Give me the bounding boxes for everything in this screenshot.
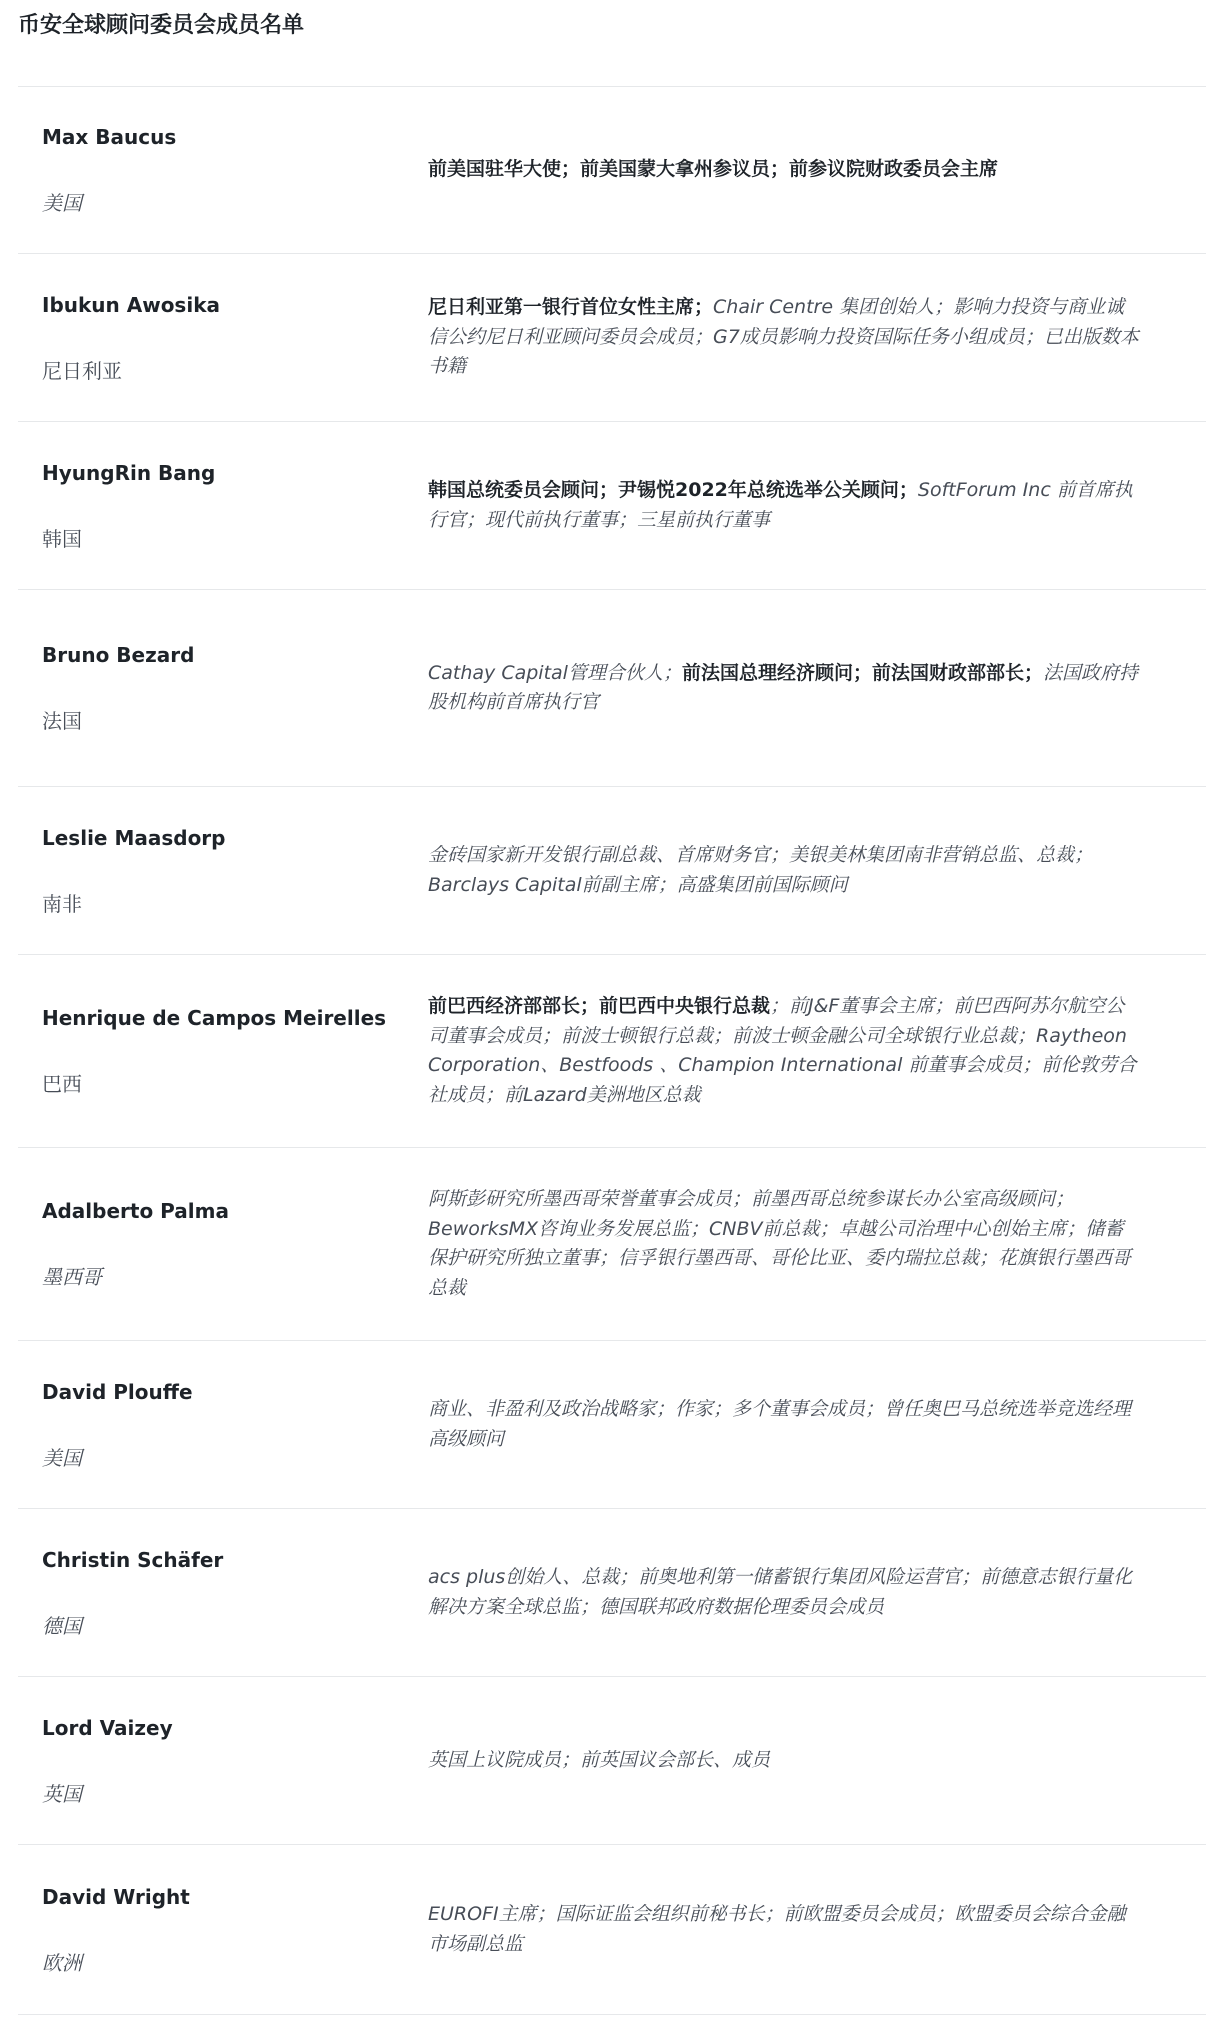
- member-description: [428, 1563, 1140, 1622]
- member-row: [18, 1677, 1206, 1845]
- member-country: 巴西: [42, 1072, 82, 1096]
- member-description: [428, 992, 1140, 1110]
- member-row: [18, 955, 1206, 1148]
- member-row: [18, 422, 1206, 590]
- members-table: [18, 86, 1206, 2015]
- member-identity: [42, 955, 402, 1147]
- description-segment: EUROFI主席；国际证监会组织前秘书长；前欧盟委员会成员；欧盟委员会综合金融市场副总监: [428, 1903, 1126, 1955]
- member-description-cell: [428, 422, 1140, 589]
- member-country: 美国: [42, 191, 82, 215]
- description-segment: SoftForum Inc 前首席执行官；现代前执行董事；三星前执行董事: [428, 479, 1133, 531]
- member-country: 美国: [42, 1445, 82, 1470]
- description-segment: ；前J&F董事会主席；前巴西阿苏尔航空公司董事会成员；前波士顿银行总裁；前波士顿金融公司全球银行业总裁；Raytheon Corporation、Bestfoods 、Champion International 前董事会成员；前伦敦劳合社成员；前Lazard美洲地区总裁: [428, 995, 1137, 1106]
- member-row: [18, 1509, 1206, 1677]
- member-country: 韩国: [42, 526, 82, 551]
- member-description-cell: [428, 87, 1140, 253]
- member-description: [428, 155, 998, 185]
- member-name: Henrique de Campos Meirelles: [42, 1006, 387, 1030]
- description-segment: Cathay Capital管理合伙人；: [428, 661, 682, 684]
- description-segment: 金砖国家新开发银行副总裁、首席财务官；美银美林集团南非营销总监、总裁；Barclays Capital前副主席；高盛集团前国际顾问: [428, 844, 1094, 896]
- member-description: [428, 1746, 770, 1776]
- member-description: [428, 476, 1140, 535]
- member-identity: [42, 1341, 402, 1508]
- member-name: Christin Schäfer: [42, 1547, 224, 1572]
- member-row: [18, 254, 1206, 422]
- description-segment: 尼日利亚第一银行首位女性主席；: [428, 296, 714, 319]
- member-description: [428, 841, 1140, 900]
- member-description: [428, 659, 1140, 718]
- member-name: Leslie Maasdorp: [42, 825, 226, 850]
- member-country: 法国: [42, 709, 82, 733]
- member-identity: [42, 1509, 402, 1676]
- member-identity: [42, 254, 402, 421]
- member-description-cell: [428, 1148, 1140, 1340]
- member-identity: [42, 422, 402, 589]
- member-description-cell: [428, 1341, 1140, 1508]
- member-country: 尼日利亚: [42, 358, 122, 383]
- member-description: [428, 1185, 1140, 1303]
- member-row: [18, 1845, 1206, 2015]
- member-name: Lord Vaizey: [42, 1715, 173, 1740]
- member-country: 墨西哥: [42, 1265, 102, 1289]
- member-description-cell: [428, 787, 1140, 954]
- member-identity: [42, 1677, 402, 1844]
- member-identity: [42, 87, 402, 253]
- description-segment: 英国上议院成员；前英国议会部长、成员: [428, 1748, 771, 1771]
- member-country: 英国: [42, 1781, 82, 1806]
- description-segment: 阿斯彭研究所墨西哥荣誉董事会成员；前墨西哥总统参谋长办公室高级顾问；BeworksMX咨询业务发展总监；CNBV前总裁；卓越公司治理中心创始主席；储蓄保护研究所独立董事；信孚银行墨西哥、哥伦比亚、委内瑞拉总裁；花旗银行墨西哥总裁: [428, 1188, 1132, 1299]
- member-row: [18, 1341, 1206, 1509]
- description-segment: acs plus创始人、总裁；前奥地利第一储蓄银行集团风险运营官；前德意志银行量化解决方案全球总监；德国联邦政府数据伦理委员会成员: [428, 1566, 1133, 1618]
- member-description-cell: [428, 1509, 1140, 1676]
- member-name: Bruno Bezard: [42, 643, 195, 667]
- description-segment: 法国政府持股机构前首席执行官: [428, 661, 1138, 713]
- description-segment: 韩国总统委员会顾问；尹锡悦2022年总统选举公关顾问；: [428, 479, 918, 501]
- member-row: [18, 1148, 1206, 1341]
- description-segment: 前巴西经济部部长；前巴西中央银行总裁: [428, 995, 771, 1017]
- member-row: [18, 590, 1206, 787]
- description-segment: Chair Centre 集团创始人；影响力投资与商业诚信公约尼日利亚顾问委员会成员；G7成员影响力投资国际任务小组成员；已出版数本书籍: [428, 296, 1139, 378]
- member-country: 欧洲: [42, 1950, 82, 1975]
- description-segment: 前法国总理经济顾问；前法国财政部部长；: [681, 661, 1043, 684]
- member-name: David Plouffe: [42, 1379, 193, 1404]
- member-description: [428, 1395, 1140, 1454]
- member-description-cell: [428, 1677, 1140, 1844]
- member-description: [428, 1900, 1140, 1959]
- description-segment: 前美国驻华大使；前美国蒙大拿州参议员；前参议院财政委员会主席: [428, 158, 999, 181]
- member-name: Max Baucus: [42, 125, 177, 149]
- member-description-cell: [428, 1845, 1140, 2014]
- member-description: [428, 293, 1140, 382]
- member-name: Ibukun Awosika: [42, 292, 220, 317]
- member-name: Adalberto Palma: [42, 1199, 229, 1223]
- member-country: 德国: [42, 1613, 82, 1638]
- member-identity: [42, 1845, 402, 2014]
- description-segment: 商业、非盈利及政治战略家；作家；多个董事会成员；曾任奥巴马总统选举竞选经理高级顾问: [428, 1398, 1132, 1450]
- member-row: [18, 87, 1206, 254]
- member-identity: [42, 787, 402, 954]
- member-name: David Wright: [42, 1884, 190, 1909]
- member-description-cell: [428, 590, 1140, 786]
- member-country: 南非: [42, 891, 82, 916]
- member-identity: [42, 590, 402, 786]
- page-title: 币安全球顾问委员会成员名单: [18, 13, 305, 38]
- member-description-cell: [428, 955, 1140, 1147]
- member-name: HyungRin Bang: [42, 460, 216, 485]
- member-description-cell: [428, 254, 1140, 421]
- member-identity: [42, 1148, 402, 1340]
- member-row: [18, 787, 1206, 955]
